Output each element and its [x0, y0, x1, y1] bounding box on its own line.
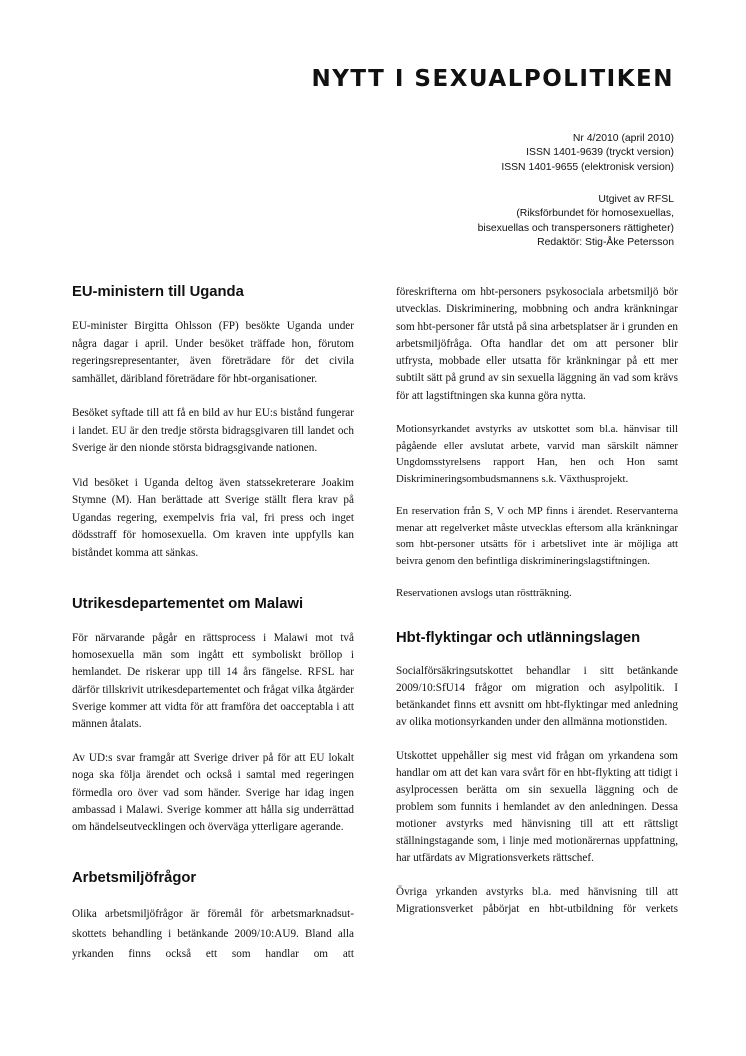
issn-electronic: ISSN 1401-9655 (elektronisk version) — [501, 161, 674, 173]
issue-number: Nr 4/2010 (april 2010) — [572, 133, 674, 144]
issn-print: ISSN 1401-9639 (tryckt version) — [526, 147, 674, 159]
paragraph: Reservationen avslogs utan röstträkning. — [396, 587, 572, 600]
newsletter-title: NYTT I SEXUALPOLITIKEN — [311, 66, 674, 92]
publisher-full-line-1: (Riksförbundet för homosexuellas, — [516, 208, 674, 220]
issue-info — [501, 132, 674, 175]
paragraph: Olika arbetsmiljöfrågor är föremål för arbetsmarknadsutskottets behandling i betänkande 2009/10:AU9. Bland alla yrkanden finns också ett som handlar om att — [72, 908, 354, 961]
heading-eu-minister-uganda: EU-ministern till Uganda — [72, 284, 244, 300]
heading-work-environment: Arbetsmiljöfrågor — [72, 870, 197, 887]
publisher-info — [478, 193, 674, 250]
right-column — [396, 284, 678, 918]
heading-ud-malawi: Utrikesdepartementet om Malawi — [72, 596, 304, 612]
paragraph: Motionsyrkandet avstyrks av utskottet som bl.a. hänvisar till pågående eller avslutat arbete, varvid man särskilt nämner Ungdomsstyrelsens rapport Han, hen och Hon samt Diskrimineringsombudsmannens s.k. Växthusprojekt. — [396, 423, 678, 485]
paragraph: Övriga yrkanden avstyrks bl.a. med hänvisning till att Migrationsverket påbörjat en hbt-utbildning för verkets — [396, 885, 678, 915]
heading-hbt-refugees: Hbt-flyktingar och utlänningslagen — [396, 629, 641, 646]
paragraph: Socialförsäkringsutskottet behandlar i sitt betänkande 2009/10:SfU14 frågor om migration och asylpolitik. I betänkandet finns ett avsnitt om hbt-flyktingar med anledning av olika motionsyrkanden under den allmänna motionstiden. — [396, 664, 678, 728]
paragraph: För närvarande pågår en rättsprocess i Malawi mot två homosexuella män som ingått ett symboliskt bröllop i hemlandet. De riskerar upp till 14 års fängelse. RFSL har därför tillskrivit utrikesdepartementet och frågat vilka åtgärder Sverige kommer att vidta för att framföra det oacceptabla i att männen åtalats. — [72, 632, 354, 731]
paragraph: Utskottet uppehåller sig mest vid frågan om yrkandena som handlar om att det kan vara svårt för en hbt-flykting att tidigt i asylprocessen berätta om sin sexuella läggning och de problem som funnits i hemlandet av den anledningen. Dessa motioner avstyrks med hänvisning till att ett rättsligt ställningstagande som, i linje med motionärernas uppfattning, har utfärdats av Migrationsverkets rättschef. — [396, 749, 678, 864]
paragraph: Av UD:s svar framgår att Sverige driver på för att EU lokalt noga ska följa ärendet och också i samtal med regeringen förmedla oro över vad som händer. Sverige har idag ingen ambassad i Malawi. Sverige kommer att hålla sig underrättad om händelseutvecklingen och överväga ytterligare agerande. — [72, 752, 354, 834]
left-column — [72, 284, 354, 964]
paragraph: EU-minister Birgitta Ohlsson (FP) besökte Uganda under några dagar i april. Under besöket träffade hon, förutom regeringsrepresentanter, även företrädare för det civila samhället, däribland företrädare för hbt-organisationer. — [72, 320, 354, 385]
paragraph: En reservation från S, V och MP finns i ärendet. Reservanterna menar att regelverket måste utvecklas eftersom alla kränkningar som hbt-personer utsätts för i arbetslivet inte är möjliga att beivra genom den befintliga diskrimineringslagstiftningen. — [396, 505, 678, 567]
publisher: Utgivet av RFSL — [598, 194, 674, 205]
paragraph: Besöket syftade till att få en bild av hur EU:s bistånd fungerar i landet. EU är den tredje största bidragsgivaren till landet och Sverige är den nionde största bidragsgivande nationen. — [72, 407, 354, 454]
publisher-full-line-2: bisexuellas och transpersoners rättigheter) — [477, 222, 674, 234]
editor: Redaktör: Stig-Åke Petersson — [537, 236, 674, 248]
paragraph: föreskrifterna om hbt-personers psykosociala arbetsmiljö bör utvecklas. Diskriminering, mobbning och andra kränkningar som hbt-personer får utstå på sina arbetsplatser är i grunden en arbetsmiljöfråga. Ofta handlar det om att personer blir utfrysta, mobbade eller utsatta för kränkningar på ett mer subtilt sätt på grund av sin sexuella läggning än vad som krävs för att lagstiftningen ska kunna göra nytta. — [396, 286, 678, 402]
paragraph: Vid besöket i Uganda deltog även statssekreterare Joakim Stymne (M). Han berättade att Sverige ställt flera krav på Ugandas regering, exempelvis fria val, fri press och inget dödsstraff för homosexuella. Om kraven inte uppfylls kan biståndet komma att sänkas. — [72, 476, 354, 559]
